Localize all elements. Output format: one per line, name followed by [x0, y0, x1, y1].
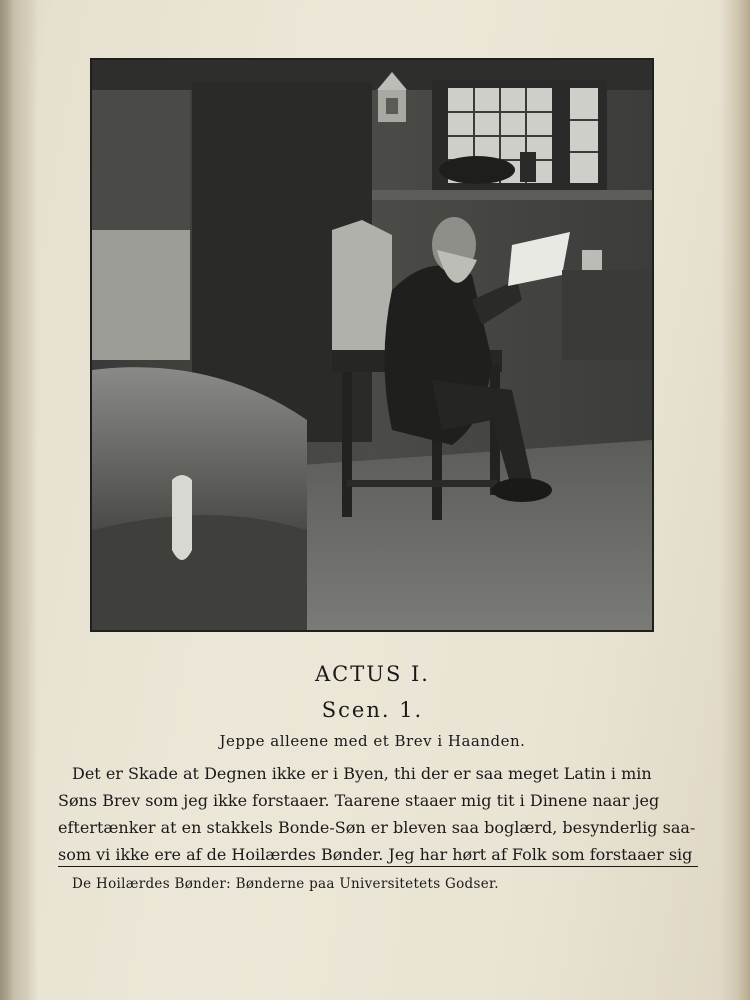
illustration-drawing: [92, 60, 652, 630]
act-heading: ACTUS I.: [315, 662, 430, 686]
page-edge: [720, 0, 750, 1000]
body-line: Det er Skade at Degnen ikke er i Byen, thi der er saa meget Latin i min: [72, 764, 652, 783]
scene-heading: Scen. 1.: [321, 698, 424, 722]
body-line: eftertænker at en stakkels Bonde-Søn er bleven saa boglærd, besynderlig saa-: [58, 818, 696, 837]
footnote: De Hoilærdes Bønder: Bønderne paa Universitetets Godser.: [72, 876, 499, 892]
footnote-rule: [58, 866, 698, 867]
stage-direction: Jeppe alleene med et Brev i Haanden.: [219, 732, 526, 750]
body-text: [58, 760, 698, 868]
body-line: Søns Brev som jeg ikke forstaaer. Taarene staaer mig tit i Dinene naar jeg: [58, 791, 660, 810]
illustration-old-man-reading-letter: [90, 58, 654, 632]
binding-shadow: [0, 0, 14, 1000]
body-line: som vi ikke ere af de Hoilærdes Bønder. Jeg har hørt af Folk som forstaaer sig: [58, 845, 693, 864]
